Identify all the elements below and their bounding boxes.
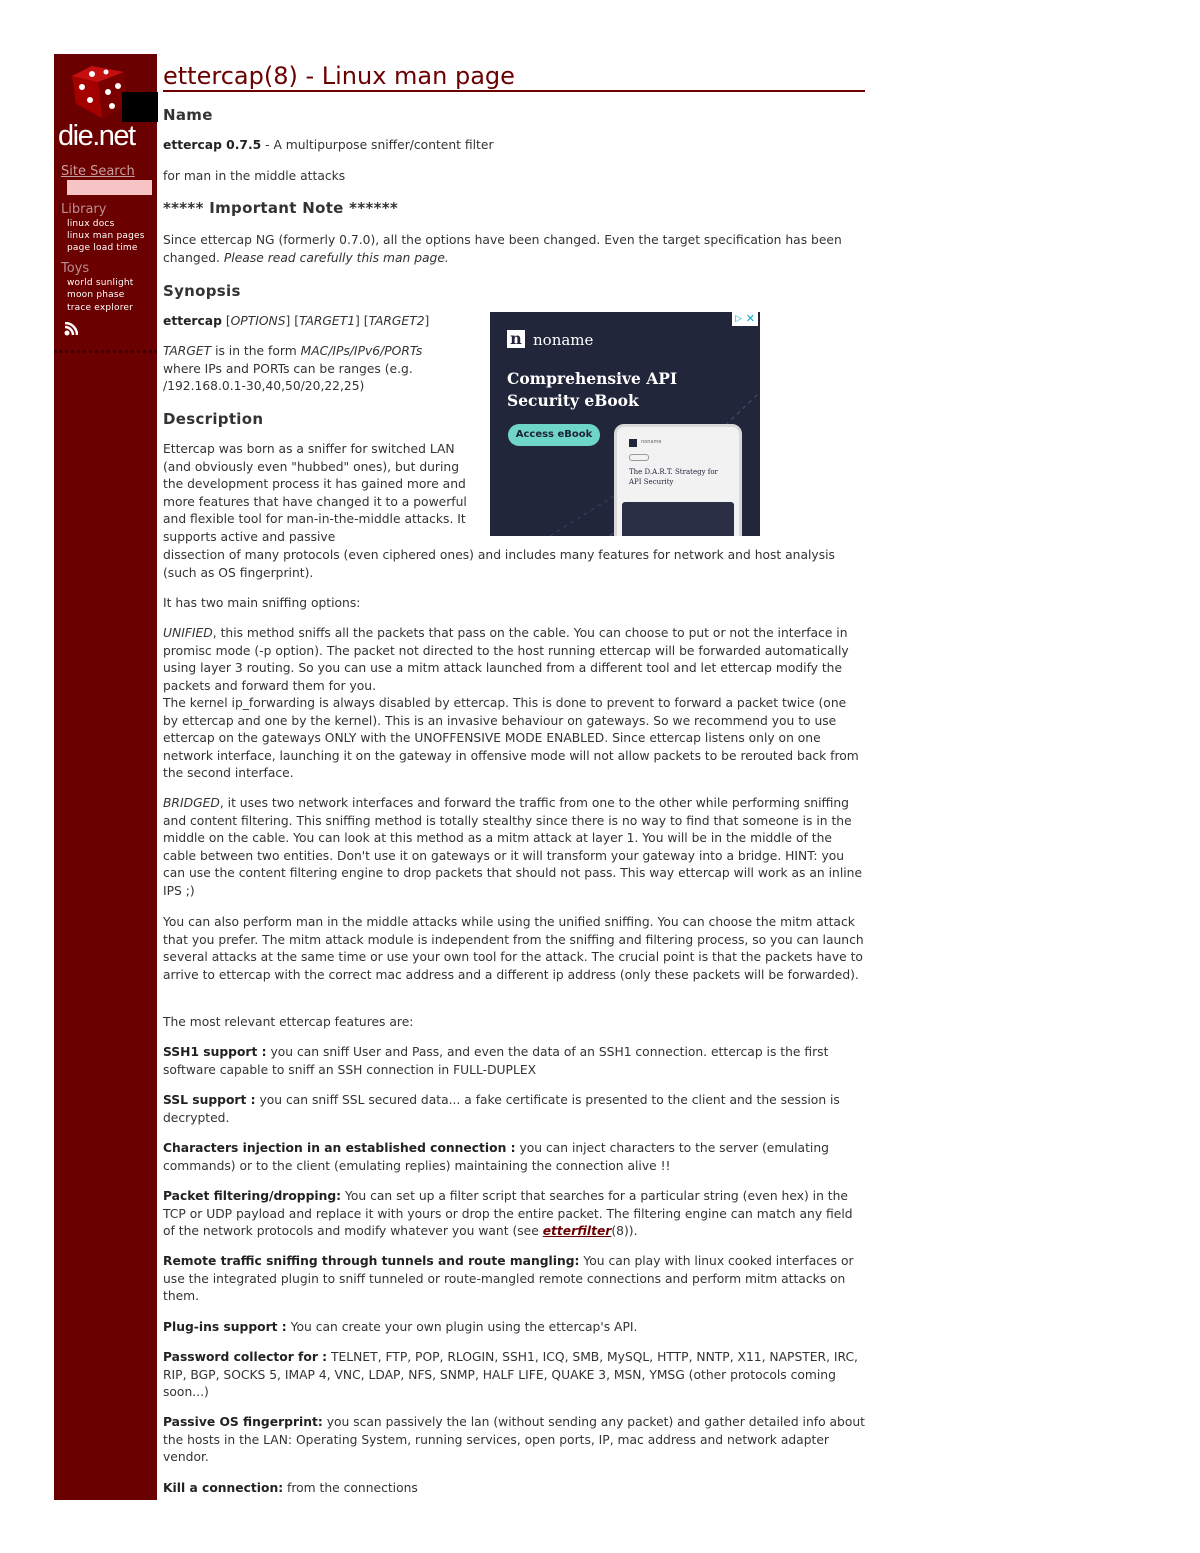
description-paragraph-1-narrow: Ettercap was born as a sniffer for switched LAN (and obviously even "hubbed" ones), but during the development process it has gained more and more features that have changed it to a powerful and flexible tool for man-in-the-middle attacks. It supports active and passive <box>163 442 467 544</box>
feature-label: Packet filtering/dropping: <box>163 1189 342 1203</box>
important-note-italic: Please read carefully this man page. <box>223 250 449 265</box>
feature-plugins <box>163 1319 865 1337</box>
site-search-label: Site Search <box>61 164 135 179</box>
name-line <box>163 137 865 155</box>
important-note-text <box>163 232 843 267</box>
section-heading-synopsis: Synopsis <box>163 282 241 300</box>
feature-passive-os <box>163 1414 865 1467</box>
ad-book-cover-art <box>622 502 734 536</box>
feature-packet-filtering <box>163 1188 865 1241</box>
ad-book-brand: noname <box>641 439 662 445</box>
page-title: ettercap(8) - Linux man page <box>163 56 865 92</box>
ad-brand-name: noname <box>533 331 594 349</box>
feature-kill-connection <box>163 1480 865 1498</box>
feature-text: from the connections <box>283 1481 418 1495</box>
feature-text: you can sniff User and Pass, and even the data of an SSH1 connection. ettercap is the first software capable to sniff an SSH connection in FULL-DUPLEX <box>163 1045 829 1077</box>
site-search-input[interactable] <box>67 180 152 195</box>
sidebar-link-world-sunlight[interactable]: world sunlight <box>67 278 134 288</box>
two-options-line: It has two main sniffing options: <box>163 596 361 610</box>
ad-choices-box[interactable] <box>732 312 758 326</box>
sidebar-link-page-load-time[interactable]: page load time <box>67 243 138 253</box>
ad-cta-button[interactable]: Access eBook <box>508 424 600 446</box>
synopsis-line <box>163 313 483 331</box>
advertisement[interactable] <box>490 312 760 536</box>
ad-close-icon[interactable]: ✕ <box>745 312 755 325</box>
toys-heading: Toys <box>61 261 90 276</box>
target-ranges: where IPs and PORTs can be ranges (e.g. /192.168.0.1-30,40,50/20,22,25) <box>163 361 413 393</box>
feature-text: you can sniff SSL secured data... a fake certificate is presented to the client and the session is decrypted. <box>163 1093 840 1125</box>
sidebar-divider <box>54 350 157 353</box>
feature-password-collector <box>163 1349 865 1402</box>
target-description <box>163 343 453 396</box>
feature-label: Plug-ins support : <box>163 1320 287 1334</box>
feature-text: you scan passively the lan (without sending any packet) and gather detailed info about the hosts in the LAN: Operating System, running services, open ports, IP, mac address and network adapter vendor. <box>163 1415 866 1464</box>
synopsis-bracket-mid1: ] [ <box>285 314 300 328</box>
synopsis-command: ettercap <box>163 314 222 328</box>
library-heading: Library <box>61 202 107 217</box>
unified-label: UNIFIED <box>163 626 213 640</box>
feature-text: you can inject characters to the server (emulating commands) or to the client (emulating replies) maintaining the connection alive !! <box>163 1141 829 1173</box>
sidebar-link-linux-man-pages[interactable]: linux man pages <box>67 231 145 241</box>
sidebar-link-linux-docs[interactable]: linux docs <box>67 219 115 229</box>
feature-ssh1 <box>163 1044 865 1079</box>
target-is: is in the form <box>211 344 301 358</box>
ad-ebook-image <box>614 424 742 536</box>
sidebar <box>54 54 157 1500</box>
feature-text: TELNET, FTP, POP, RLOGIN, SSH1, ICQ, SMB, MySQL, HTTP, NNTP, X11, NAPSTER, IRC, RIP, BGP, SOCKS 5, IMAP 4, VNC, LDAP, NFS, SNMP, HALF LIFE, QUAKE 3, MSN, YMSG (other protocols coming soon...) <box>163 1350 858 1399</box>
name-command: ettercap 0.7.5 <box>163 138 262 152</box>
sidebar-link-trace-explorer[interactable]: trace explorer <box>67 303 134 313</box>
main-content <box>163 56 865 92</box>
bridged-text: , it uses two network interfaces and forward the traffic from one to the other while performing sniffing and content filtering. This sniffing method is totally stealthy since there is no way to find that someone is in the middle on the cable. You can look at this method as a mitm attack at layer 1. You will be in the middle of the cable between two entities. Don't use it on gateways or it will transform your gateway into a bridge. HINT: you can use the content filtering engine to drop packets that should not pass. This way ettercap will work as an inline IPS ;) <box>163 796 863 898</box>
name-description: - A multipurpose sniffer/content filter <box>261 138 494 152</box>
feature-label: Characters injection in an established connection : <box>163 1141 516 1155</box>
synopsis-target2: TARGET2 <box>368 314 425 328</box>
feature-label: Remote traffic sniffing through tunnels and route mangling: <box>163 1254 580 1268</box>
unified-text: , this method sniffs all the packets that pass on the cable. You can choose to put or not the interface in promisc mode (-p option). The packet not directed to the host running ettercap will be forwarded automatically using layer 3 routing. So you can use a mitm attack launched from a different tool and let ettercap modify the packets and forward them for you. <box>163 626 849 693</box>
ad-brand-logo-icon: n <box>507 330 525 348</box>
feature-label: Passive OS fingerprint: <box>163 1415 323 1429</box>
synopsis-bracket-close: ] <box>424 314 430 328</box>
synopsis-target1: TARGET1 <box>299 314 356 328</box>
synopsis-bracket-mid2: ] [ <box>355 314 369 328</box>
logo-text[interactable]: die.net <box>58 120 135 152</box>
section-heading-important-note: ***** Important Note ****** <box>163 199 399 217</box>
synopsis-bracket-open: [ <box>225 314 231 328</box>
important-note-body: Since ettercap NG (formerly 0.7.0), all the options have been changed. Even the target specification has been changed. <box>163 233 842 265</box>
feature-label: SSL support : <box>163 1093 256 1107</box>
kernel-paragraph: The kernel ip_forwarding is always disabled by ettercap. This is done to prevent to forward a packet twice (one by ettercap and one by the kernel). This is an invasive behaviour on gateways. So we recommend you to use ettercap on the gateways ONLY with the UNOFFENSIVE MODE ENABLED. Since ettercap listens only on one network interface, launching it on the gateway in offensive mode will not allow packets to be rerouted back from the second interface. <box>163 696 859 780</box>
ad-book-logo-icon <box>629 439 637 447</box>
ad-headline: Comprehensive API Security eBook <box>507 369 678 410</box>
target-form: MAC/IPs/IPv6/PORTs <box>300 344 423 358</box>
feature-text: You can set up a filter script that searches for a particular string (even hex) in the TCP or UDP payload and replace it with yours or drop the entire packet. The filtering engine can match any field of the network protocols and modify whatever you want (see <box>163 1189 853 1238</box>
section-heading-name: Name <box>163 106 213 124</box>
feature-char-injection <box>163 1140 865 1175</box>
mitm-paragraph: You can also perform man in the middle attacks while using the unified sniffing. You can choose the mitm attack that you prefer. The mitm attack module is independent from the sniffing and filtering process, so you can launch several attacks at the same time or use your own tool for the attack. The crucial point is that the packets have to arrive to ettercap with the correct mac address and a different ip address (only these packets will be forwarded). <box>163 915 864 982</box>
ad-book-pill <box>629 454 649 461</box>
description-paragraph-1-wide: dissection of many protocols (even ciphered ones) and includes many features for network and host analysis (such as OS fingerprint). <box>163 548 835 580</box>
etterfilter-link[interactable]: etterfilter <box>542 1224 612 1238</box>
features-intro: The most relevant ettercap features are: <box>163 1015 414 1029</box>
unified-paragraph <box>163 625 865 695</box>
bridged-label: BRIDGED <box>163 796 220 810</box>
feature-remote-sniffing <box>163 1253 865 1306</box>
name-line-2: for man in the middle attacks <box>163 169 346 183</box>
synopsis-options: OPTIONS <box>230 314 286 328</box>
section-heading-description: Description <box>163 410 264 428</box>
feature-text: You can create your own plugin using the ettercap's API. <box>286 1320 638 1334</box>
feature-label: SSH1 support : <box>163 1045 267 1059</box>
feature-label: Kill a connection: <box>163 1481 284 1495</box>
target-word: TARGET <box>163 344 212 358</box>
feature-label: Password collector for : <box>163 1350 328 1364</box>
sidebar-link-moon-phase[interactable]: moon phase <box>67 290 125 300</box>
ad-book-title: The D.A.R.T. Strategy for API Security <box>629 468 718 486</box>
etterfilter-section: (8)). <box>611 1224 638 1238</box>
feature-ssl <box>163 1092 865 1127</box>
bridged-paragraph <box>163 795 865 900</box>
ad-choices-icon[interactable]: ▷ <box>735 314 742 324</box>
feature-text: You can play with linux cooked interfaces or use the integrated plugin to sniff tunneled or route-mangled remote connections and perform mitm attacks on them. <box>163 1254 854 1303</box>
rss-icon[interactable] <box>64 322 78 336</box>
dice-icon <box>72 66 126 118</box>
